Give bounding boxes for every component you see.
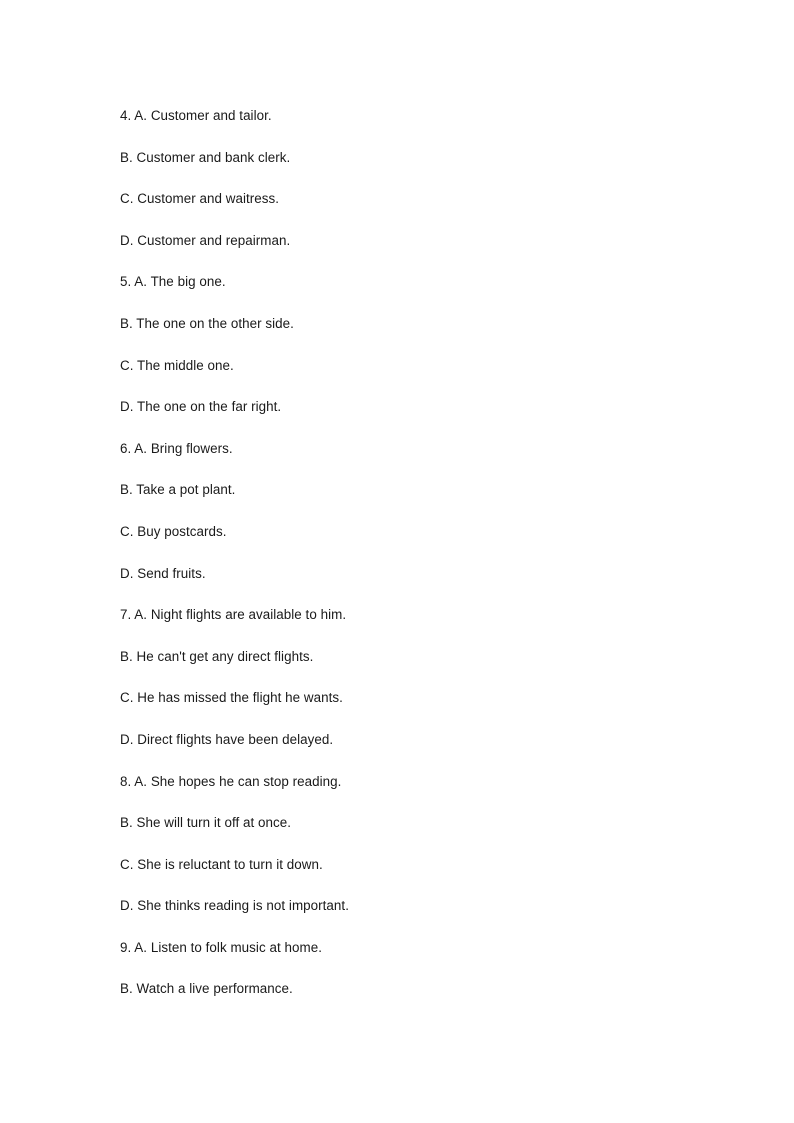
question-6-option-d: D. Send fruits.: [120, 565, 206, 581]
question-6-option-b: B. Take a pot plant.: [120, 482, 236, 498]
question-7-option-b: B. He can't get any direct flights.: [120, 648, 314, 664]
question-5-option-a: 5. A. The big one.: [120, 274, 226, 290]
question-5-option-b: B. The one on the other side.: [120, 315, 294, 331]
question-4-option-b: B. Customer and bank clerk.: [120, 149, 291, 165]
question-8-option-c: C. She is reluctant to turn it down.: [120, 856, 323, 872]
question-4-option-d: D. Customer and repairman.: [120, 232, 291, 248]
question-4-option-a: 4. A. Customer and tailor.: [120, 108, 272, 123]
question-5-option-d: D. The one on the far right.: [120, 399, 282, 415]
question-8-option-a: 8. A. She hopes he can stop reading.: [120, 773, 342, 789]
question-9-option-a: 9. A. Listen to folk music at home.: [120, 939, 322, 955]
question-5-option-c: C. The middle one.: [120, 357, 234, 373]
question-7-option-d: D. Direct flights have been delayed.: [120, 731, 334, 747]
answer-options-list: [120, 107, 349, 1022]
question-7-option-c: C. He has missed the flight he wants.: [120, 690, 343, 706]
question-9-option-b: B. Watch a live performance.: [120, 981, 293, 997]
question-8-option-b: B. She will turn it off at once.: [120, 815, 292, 831]
question-6-option-a: 6. A. Bring flowers.: [120, 440, 233, 456]
question-7-option-a: 7. A. Night flights are available to him.: [120, 607, 347, 623]
question-6-option-c: C. Buy postcards.: [120, 523, 227, 539]
question-4-option-c: C. Customer and waitress.: [120, 191, 280, 207]
question-8-option-d: D. She thinks reading is not important.: [120, 898, 349, 914]
